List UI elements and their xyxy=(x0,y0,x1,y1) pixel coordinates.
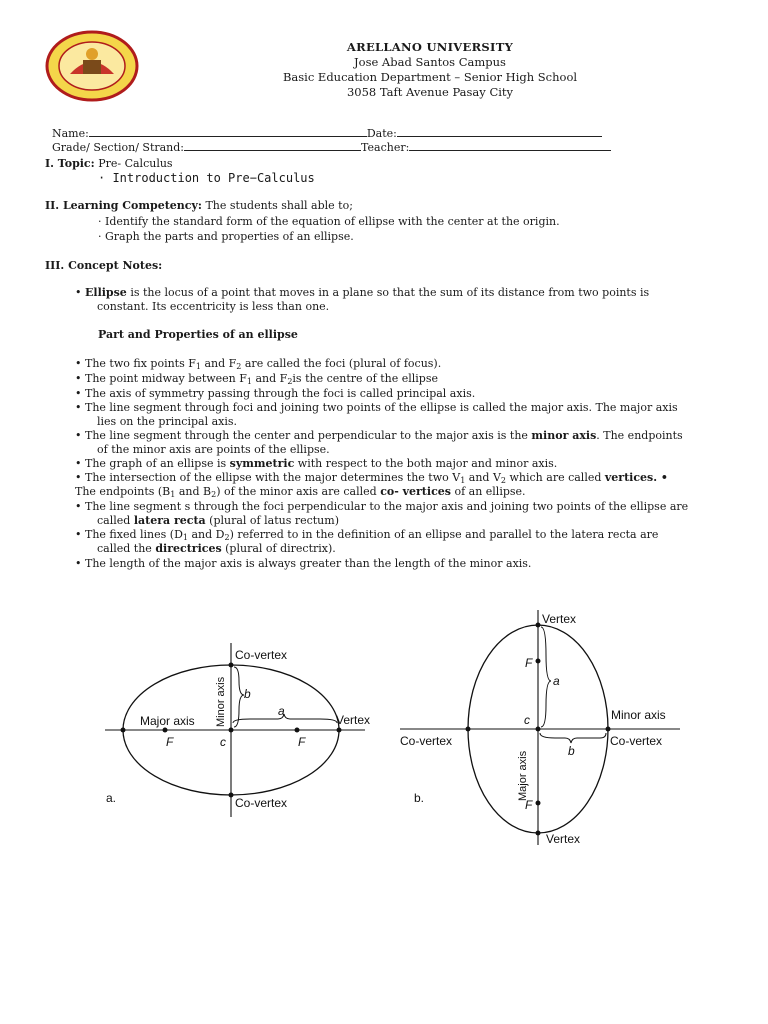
bullet-vertices: • The intersection of the ellipse with the major determines the two $V_1$ and $V_2$ which are called vertices. • xyxy=(75,471,668,485)
bullet-latera-recta: • The line segment s through the foci perpendicular to the major axis and joining two points of the ellipse are called latera recta (plural of latus rectum) xyxy=(75,500,689,527)
focus-left-label: F xyxy=(166,735,174,749)
competency-heading: II. Learning Competency: xyxy=(45,199,202,212)
ellipse-term: Ellipse xyxy=(85,286,127,299)
major-axis-label: Major axis xyxy=(517,750,529,801)
ellipse-diagram-horizontal xyxy=(100,635,390,825)
bullet-major-axis: • The line segment through foci and joining two points of the ellipse is called the major axis. The major axis lies on the principal axis. xyxy=(75,401,678,428)
bullet-co-vertices: The endpoints ($B_1$ and $B_2$) of the minor axis are called co- vertices of an ellipse. xyxy=(75,485,526,499)
topic-value: Pre- Calculus xyxy=(98,157,173,170)
topic-sub: · Introduction to Pre−Calculus xyxy=(98,171,315,185)
vertex-label: Vertex xyxy=(336,713,371,727)
co-vertex-top-label: Co-vertex xyxy=(235,648,288,662)
address: 3058 Taft Avenue Pasay City xyxy=(346,85,514,99)
minor-axis-label: Minor axis xyxy=(215,676,227,727)
university-name: ARELLANO UNIVERSITY xyxy=(346,40,514,54)
grade-teacher-line xyxy=(45,128,611,154)
bullet-principal-axis: • The axis of symmetry passing through the foci is called principal axis. xyxy=(75,387,476,400)
focus-right-label: F xyxy=(298,735,306,749)
campus-name: Jose Abad Santos Campus xyxy=(354,55,506,69)
figure-a-label: a. xyxy=(106,791,117,805)
concept-heading-text: III. Concept Notes: xyxy=(45,259,163,272)
department-name: Basic Education Department – Senior High School xyxy=(282,70,578,84)
bullet-symmetric: • The graph of an ellipse is symmetric with respect to the both major and minor axis. xyxy=(75,457,558,470)
co-vertex-bottom-label: Co-vertex xyxy=(235,796,288,810)
competency-line xyxy=(45,199,353,213)
focus-bottom-label: F xyxy=(525,798,533,812)
ellipse-diagram-vertical xyxy=(400,605,690,850)
concept-heading xyxy=(45,259,162,273)
vertex-top-label: Vertex xyxy=(542,612,577,626)
ellipse-definition: • Ellipse is the locus of a point that moves in a plane so that the sum of its distance from two points is constant. Its eccentricity is less than one. xyxy=(75,286,735,313)
topic-line xyxy=(45,157,173,171)
center-label: c xyxy=(220,735,226,749)
bullet-minor-axis: • The line segment through the center and perpendicular to the major axis is the minor axis. The endpoints of the minor axis are points of the ellipse. xyxy=(75,429,683,456)
vertex-bottom-label: Vertex xyxy=(546,832,581,846)
b-label: b xyxy=(568,744,575,758)
bullet-foci: • The two fix points $F_1$ and $F_2$ are called the foci (plural of focus). xyxy=(75,357,442,371)
a-label: a xyxy=(553,674,560,688)
focus-top-label: F xyxy=(525,656,533,670)
competency-intro: The students shall able to; xyxy=(205,199,353,212)
grade-label: Grade/ Section/ Strand: xyxy=(52,141,185,154)
a-label: a xyxy=(278,704,285,718)
center-label: c xyxy=(524,713,530,727)
ellipse-def-1: is the locus of a point that moves in a plane so that the sum of its distance from two points is xyxy=(130,286,650,299)
competency-item-2: · Graph the parts and properties of an ellipse. xyxy=(98,230,354,243)
teacher-label: Teacher: xyxy=(361,141,410,154)
b-label: b xyxy=(244,687,251,701)
competency-item-1: · Identify the standard form of the equation of ellipse with the center at the origin. xyxy=(98,215,560,228)
parts-heading: Part and Properties of an ellipse xyxy=(98,328,298,341)
bullet-directrices: • The fixed lines ($D_1$ and $D_2$) referred to in the definition of an ellipse and parallel to the latera recta are called the directrices (plural of directrix). xyxy=(75,528,659,555)
university-seal xyxy=(45,30,140,102)
name-label: Name: xyxy=(52,127,89,140)
major-axis-label: Major axis xyxy=(140,714,195,728)
bullet-centre: • The point midway between $F_1$ and $F_2is$ the centre of the ellipse xyxy=(75,372,438,386)
co-vertex-left-label: Co-vertex xyxy=(400,734,453,748)
minor-axis-label: Minor axis xyxy=(611,708,666,722)
topic-heading: I. Topic: xyxy=(45,157,95,170)
ellipse-def-2: constant. Its eccentricity is less than one. xyxy=(97,299,330,313)
bullet-major-longer: • The length of the major axis is always greater than the length of the minor axis. xyxy=(75,557,532,570)
co-vertex-right-label: Co-vertex xyxy=(610,734,663,748)
date-label: Date: xyxy=(366,127,397,140)
figure-b-label: b. xyxy=(414,791,425,805)
